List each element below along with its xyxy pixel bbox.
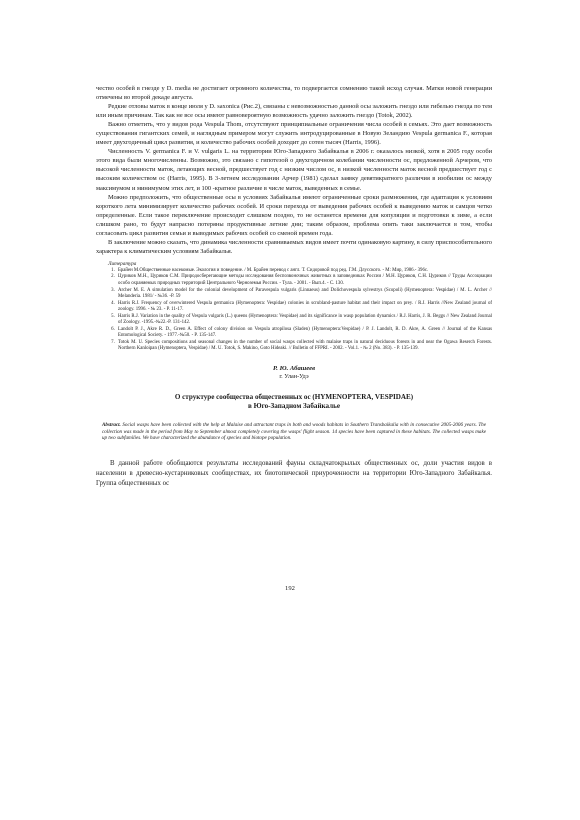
reference-item: 5. Harris R.J. Variation in the quality of Vespula vulgaris (L.) queens (Hymenoptera: Vespidae) and its significance in wasp population dynamics / R.J. Harris, J. R. Beggs // New Zealand Journal of Zoology. -1995.-№22.-P. 131-142. — [116, 314, 492, 327]
abstract-label: Abstract. — [102, 421, 121, 428]
reference-item: 6. Landolt P. J., Akre R. D., Green A. Effect of colony division on Vespula atropilosa (Sladen) (Hymenoptera:Vespidae) / P. J. Landolt, R. D. Akre, A. Green // Journal of the Kansas Entomological Society. - 1977.-№50. - P. 135-147. — [116, 327, 492, 340]
references-list — [96, 268, 492, 353]
author-city: г. Улан-Удэ — [279, 373, 309, 380]
article-title-line: в Юго-Западном Забайкалье — [247, 402, 340, 411]
abstract — [102, 422, 486, 442]
page-number: 192 — [285, 585, 295, 592]
abstract-text: Social wasps have been collected with the help at Malaise and attractant traps in both and woods habitats in Southern Transbaikalia with in consecutive 2005-2006 years. The collection was made in the period from May to September almost completely covering the wasps' flight season. 14 species have been captured in these habitats. The collected wasps make up two subfamilies. We have characterized the abundance of species and biotope population. — [102, 421, 486, 442]
paragraph: Можно предположить, что общественные осы в условиях Забайкалья имеют ограниченные сроки размножения, где адаптация к условиям короткого лета минимизирует количество рабочих особей. И сроки перехода от выведения рабочих особей к выведению маток и самцов четко определенные. Если такое переключение происходит слишком поздно, то не останется времени для копуляции и подготовки к зиме, а если слишком рано, то будут напрасно потеряны продуктивные летние дни; таким образом, проблема опять таки заключается в том, чтобы согласовать цикл развития семьи и выводимых рабочих особей со сменой времен года. — [96, 193, 492, 237]
author-name: Р. Ю. Абашеев — [272, 365, 316, 372]
article-2 — [96, 365, 492, 489]
paragraph: чество особей в гнезде у D. media не достигает огромного количества, то подвергается сомнению такой исход случая. Матки новой генерации отмечены во второй декаде августа. — [96, 85, 492, 102]
reference-item: 4. Harris R.J. Frequency of overwintered Vespula germanica (Hymenoptera: Vespidae) colonies in scrubland-pasture habitat and their impact on prey. / R.J. Harris //New Zealand journal of zoology. 1996. - № 23. - P. 11-17. — [116, 301, 492, 314]
reference-item: 1. Брайен М.Общественные насекомые. Экология и поведение. / М. Брайен перевод с англ. Т. Сидоровой под ред. Г.М. Длусского. - М: Мир, 1986.- 396с. — [116, 268, 492, 275]
reference-item: 3. Archer M. E. A simulation model for the colonial development of Paravespula vulgaris (Linnaeus) and Dolichovespula sylvestrys (Scopoli) (Hymenoptera: Vespidae) / M. L. Archer // Melanderia. 1981/ - №36. -P. 59 — [116, 288, 492, 301]
reference-item: 2. Цуриков М.Н., Цуриков С.М. Природосберегающие методы исследования беспозвоночных животных в заповедниках России / М.Н. Цуриков, С.Н. Цуриков // Труды Ассоциации особо охраняемых природных территорий Центрального Черноземья России. - Тула. - 2001. - Вып.4. - С. 130. — [116, 274, 492, 287]
paragraph: В заключение можно сказать, что динамика численности сравниваемых видов имеет почти одинаковую картину, в силу приспособительного характера к климатическим условиям Забайкалья. — [96, 238, 492, 255]
references-heading: Литература — [108, 260, 137, 267]
references-section — [96, 261, 492, 353]
paragraph: Редкие отловы маток в конце июля у D. saxonica (Рис.2), связаны с невозможностью данной осы заложить гнездо или гибелью гнезда по тем или иным причинам. Так как не все осы имеют равновероятную возможность удачно заложить гнездо (Totok, 2002). — [96, 103, 492, 120]
paragraph: Численность V. germanica F. и V. vulgaris L. на территории Юго-Западного Забайкалья в 2006 г. оказалось низкой, хотя в 2005 году особи этого вида были многочисленны. Возможно, это связано с гипотезой о двухгодичном колебании численности ос, предложенной Арчером, что высокой численности маток, летающих весной, предшествует год с низким числом ос, в низкой численности маток весной предшествует год с высоким количеством ос (Harris, 1995). В 3-летнем исследовании Арчер (1981) сделал заявку девятикратного различия в изобилии ос между максимумом и минимумом этих лет, и 100 -кратное различие в числе маток, выведенных в семье. — [96, 148, 492, 192]
article-title-line: О структуре сообщества общественных ос (HYMENOPTERA, VESPIDAE) — [174, 393, 414, 401]
article-2-body — [96, 459, 492, 489]
article-title — [96, 393, 492, 412]
paragraph: Важно отметить, что у видов рода Vespula Thom, отсутствуют принципиальные ограничения числа особей в семьях. Это дает возможность существования гигантских семей, и наглядным примером могут служить интродуцированные в Новую Зеландию Vespula germanica F., которая имеет двухгодичный цикл развития, и количество рабочих особей доходит до сотен тысяч (Harris, 1996). — [96, 121, 492, 147]
paragraph: В данной работе обобщаются результаты исследований фауны складчатокрылых общественных ос, доли участия видов в населении в древесно-кустарниковых сообществах, их биотопической приуроченности на территории Юго-Западного Забайкалья. Группа общественных ос — [96, 459, 492, 487]
reference-item: 7. Totok M. U. Species compositions and seasonal changes in the number of social wasps collected with malaise traps in natural deciduous forests in and near the Ogawa Reserch Forests. Northern Kanloipan (Hymenoptera, Vespidae) / M. U. Totok, S. Makino, Goto Hideaki. // Bulletin of FFPRI. - 2002. - Vol.1. - № 2 (No. 383). - P. 135-139. — [116, 340, 492, 353]
article-1-body — [96, 84, 492, 256]
